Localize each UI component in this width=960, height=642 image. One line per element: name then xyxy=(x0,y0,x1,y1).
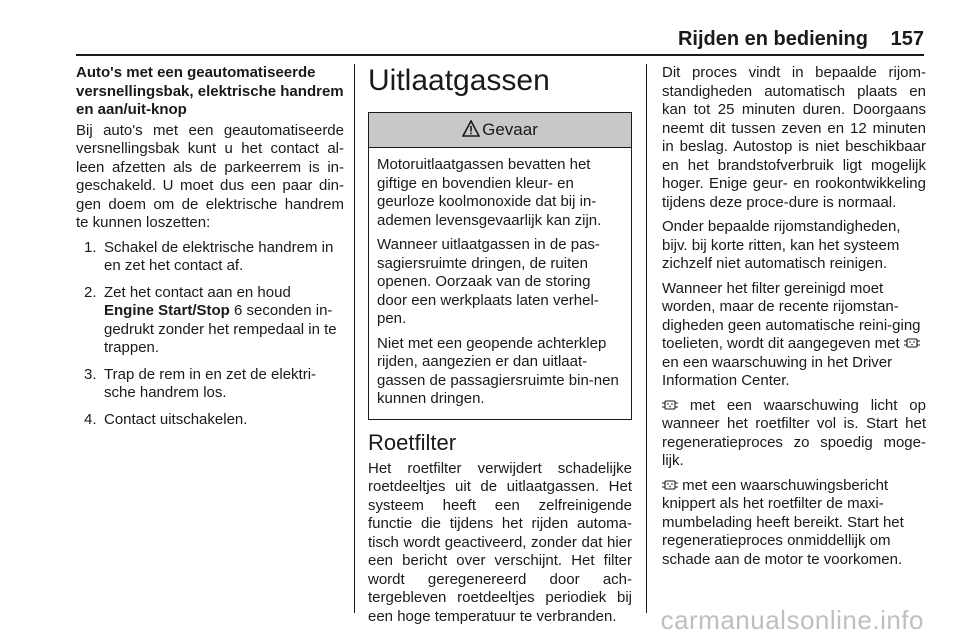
diesel-particle-filter-icon xyxy=(662,478,678,492)
diesel-particle-filter-icon xyxy=(904,336,920,350)
warning-title: Gevaar xyxy=(482,120,538,139)
step-text: Trap de rem in en zet de elektri-sche handrem los. xyxy=(104,365,317,401)
warning-paragraph: Wanneer uitlaatgassen in de pas-sagiersruimte dringen, de ruiten openen. Oorzaak van de storing door een werkplaats laten verhel-pen. xyxy=(377,236,600,327)
warning-paragraph: Niet met een geopende achterklep rijden, aangezien er dan uitlaat-gassen de passagiersruimte bin-nen kunnen dringen. xyxy=(377,334,619,407)
body-paragraph: Het roetfilter verwijdert schadelijke roetdeeltjes uit de uitlaatgassen. Het systeem heeft een zelfreinigende functie die tijdens het rijden automa-tisch wordt geactiveerd, zonder dat hier een bericht over verschijnt. Het filter wordt geregenereerd door ach-tergebleven roetdeeltjes periodiek bij een hoge temperatuur te verbranden. xyxy=(368,459,632,625)
list-item xyxy=(76,366,344,403)
body-paragraph xyxy=(662,477,926,570)
steps-list xyxy=(76,239,344,430)
warning-paragraph: Motoruitlaatgassen bevatten het giftige en bovendien kleur- en geurloze koolmonoxide dat bij in-ademen levensgevaarlijk kan zijn. xyxy=(377,156,602,229)
watermark: carmanualsonline.info xyxy=(660,605,924,635)
intro-paragraph: Bij auto's met een geautomatiseerde versnellingsbak kunt u het contact al-leen afzetten als de parkeerrem is in-geschakeld. U moet dus een paar din-gen doem om de elektrische handrem te kunnen loszetten: xyxy=(76,121,344,231)
warning-body xyxy=(369,148,631,419)
subsection-title: Roetfilter xyxy=(368,429,457,455)
step-text-post: 6 seconden in-gedrukt zonder het rempedaal in te trappen. xyxy=(104,302,337,356)
diesel-particle-filter-icon xyxy=(662,398,678,412)
body-paragraph: Dit proces vindt in bepaalde rijom-standigheden automatisch plaats en kan tot 25 minuten duren. Doorgaans neemt dit tussen zeven en 12 minuten in beslag. Autostop is niet beschikbaar en het brandstofverbruik ligt mogelijk hoger. Enige geur- en rookontwikkeling tijdens deze proce-dure is normaal. xyxy=(662,64,926,211)
step-number: 1. xyxy=(84,238,97,256)
text-run: met een waarschuwingsbericht knippert als het roetfilter de maxi-mumbelading heeft bereikt. Start het regeneratieproces onmiddellijk om schade aan de motor te voorkomen. xyxy=(662,476,904,568)
column-divider xyxy=(646,64,647,613)
step-text-pre: Zet het contact aan en houd xyxy=(104,283,291,301)
section-title: Uitlaatgassen xyxy=(368,64,550,97)
warning-box xyxy=(368,112,632,420)
text-run: met een waarschuwing licht op wanneer het roetfilter vol is. Start het regeneratieproces zo spoedig moge-lijk. xyxy=(662,396,926,469)
subsection-heading: Auto's met een geautomatiseerde versnellingsbak, elektrische handrem en aan/uit-knop xyxy=(76,64,344,118)
text-run: Wanneer het filter gereinigd moet worden, maar de recente rijomstan-digheden geen automatische reini-ging toelieten, wordt dit aangegeven met xyxy=(662,279,921,352)
warning-header xyxy=(369,113,631,148)
body-paragraph xyxy=(662,397,926,471)
text-run: en een waarschuwing in het Driver Information Center. xyxy=(662,353,893,389)
step-number: 3. xyxy=(84,365,97,383)
body-paragraph: Onder bepaalde rijomstandigheden, bijv. bij korte ritten, kan het systeem zichzelf niet automatisch reinigen. xyxy=(662,218,901,272)
chapter-title: Rijden en bediening xyxy=(677,28,868,50)
button-name: Engine Start/Stop xyxy=(104,302,230,319)
header-divider xyxy=(76,54,924,56)
warning-triangle-icon xyxy=(462,115,480,132)
column-middle xyxy=(368,64,632,632)
step-text: Schakel de elektrische handrem in en zet het contact af. xyxy=(104,238,334,274)
list-item xyxy=(76,239,344,276)
step-text: Contact uitschakelen. xyxy=(104,410,248,428)
step-number: 2. xyxy=(84,283,97,301)
column-divider xyxy=(354,64,355,613)
list-item xyxy=(76,284,344,358)
list-item xyxy=(76,411,344,430)
body-paragraph xyxy=(662,280,926,391)
page-number: 157 xyxy=(890,28,924,50)
step-number: 4. xyxy=(84,410,97,428)
column-right xyxy=(662,64,926,575)
column-left xyxy=(76,64,344,437)
